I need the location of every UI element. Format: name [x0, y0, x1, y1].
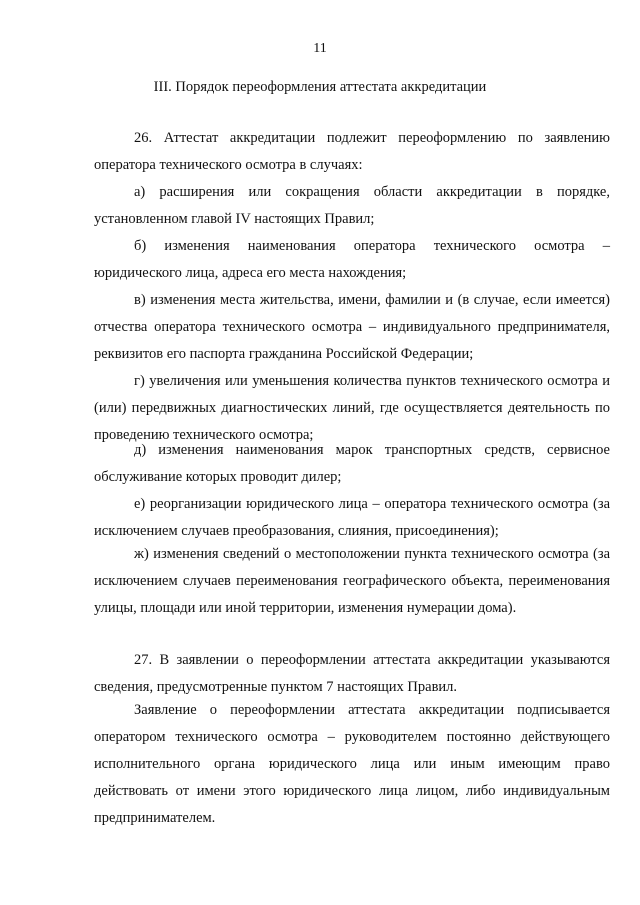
- paragraph-g: г) увеличения или уменьшения количества пунктов технического осмотра и (или) передвижных диагностических линий, где осуществляется деятельность по проведению технического осмотра;: [94, 373, 610, 443]
- paragraph-d: д) изменения наименования марок транспортных средств, сервисное обслуживание которых проводит дилер;: [94, 442, 610, 485]
- paragraph-v: в) изменения места жительства, имени, фамилии и (в случае, если имеется) отчества оператора технического осмотра – индивидуального предпринимателя, реквизитов его паспорта гражданина Российской Федерации;: [94, 292, 610, 362]
- paragraph-signature: Заявление о переоформлении аттестата аккредитации подписывается оператором технического осмотра – руководителем постоянно действующего исполнительного органа юридического лица или иным имеющим право действовать от имени этого юридического лица лицом, либо индивидуальным предпринимателем.: [94, 702, 610, 826]
- paragraph-zh: ж) изменения сведений о местоположении пункта технического осмотра (за исключением случаев переименования географического объекта, переименования улицы, площади или иной территории, изменения нумерации дома).: [94, 546, 610, 616]
- paragraph-26: 26. Аттестат аккредитации подлежит переоформлению по заявлению оператора технического осмотра в случаях:: [94, 130, 610, 173]
- paragraph-e: е) реорганизации юридического лица – оператора технического осмотра (за исключением случаев преобразования, слияния, присоединения);: [94, 496, 610, 539]
- page-number: 11: [313, 41, 327, 56]
- paragraph-27: 27. В заявлении о переоформлении аттестата аккредитации указываются сведения, предусмотренные пунктом 7 настоящих Правил.: [94, 652, 610, 695]
- paragraph-b: б) изменения наименования оператора технического осмотра – юридического лица, адреса его места нахождения;: [94, 238, 610, 281]
- paragraph-a: а) расширения или сокращения области аккредитации в порядке, установленном главой IV настоящих Правил;: [94, 184, 610, 227]
- section-heading: III. Порядок переоформления аттестата аккредитации: [153, 79, 487, 95]
